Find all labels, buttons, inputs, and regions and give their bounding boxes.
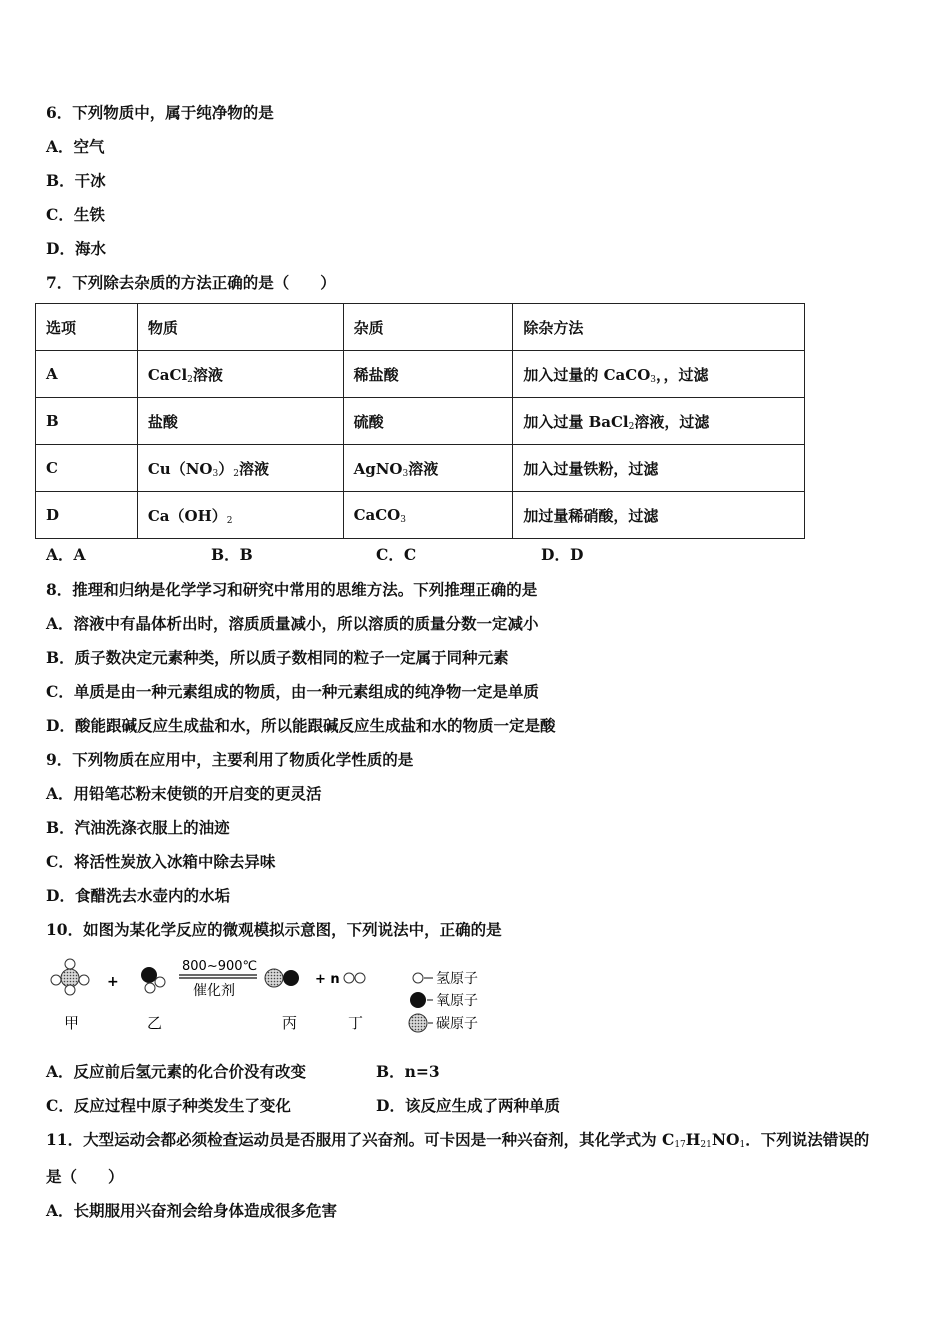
q8-option-c: C．单质是由一种元素组成的物质，由一种元素组成的纯净物一定是单质 <box>46 682 539 701</box>
q6-stem: 6．下列物质中，属于纯净物的是 <box>46 103 274 122</box>
table-row <box>36 398 805 445</box>
q9-stem: 9．下列物质在应用中，主要利用了物质化学性质的是 <box>46 750 414 769</box>
legend-hydrogen: 氢原子 <box>436 971 478 987</box>
q10-option-a: A．反应前后氢元素的化合价没有改变 <box>46 1062 307 1081</box>
q6-option-c: C．生铁 <box>46 205 105 224</box>
legend-hydrogen-icon <box>413 973 423 983</box>
cell-option: A <box>36 351 138 398</box>
label-ding: 丁 <box>348 1014 364 1032</box>
reaction-catalyst: 催化剂 <box>193 983 235 999</box>
cell-substance: 盐酸 <box>137 398 343 445</box>
q8-option-a: A．溶液中有晶体析出时，溶质质量减小，所以溶质的质量分数一定减小 <box>46 614 539 633</box>
q9-option-d: D．食醋洗去水壶内的水垢 <box>46 886 230 905</box>
q7-answer-a: A．A <box>46 545 86 564</box>
cell-option: B <box>36 398 138 445</box>
legend-carbon-icon <box>409 1014 427 1032</box>
table-row <box>36 351 805 398</box>
q7-table <box>35 303 805 539</box>
q6-option-a: A．空气 <box>46 137 105 156</box>
cell-method: 加入过量铁粉，过滤 <box>513 445 805 492</box>
q6-option-d: D．海水 <box>46 239 106 258</box>
legend-oxygen-icon <box>410 992 426 1008</box>
header-cell: 除杂方法 <box>513 304 805 351</box>
q7-stem: 7．下列除去杂质的方法正确的是（ ） <box>46 273 336 292</box>
q9-option-b: B．汽油洗涤衣服上的油迹 <box>46 818 230 837</box>
q7-answer-options <box>46 545 746 565</box>
molecule-ding <box>344 973 365 983</box>
q6-option-b: B．干冰 <box>46 171 106 190</box>
table-header-row <box>36 304 805 351</box>
q7-answer-b: B．B <box>211 545 253 564</box>
reaction-diagram <box>42 950 512 1040</box>
cell-substance: $Cu(NO_3)_2$溶液 <box>137 445 343 492</box>
plus-n: + n <box>315 972 340 987</box>
q8-option-d: D．酸能跟碱反应生成盐和水，所以能跟碱反应生成盐和水的物质一定是酸 <box>46 716 556 735</box>
cell-impurity: CaCO$_3$ <box>343 492 513 539</box>
q11-stem-line-2: 是（ ） <box>46 1167 124 1186</box>
q8-option-b: B．质子数决定元素种类，所以质子数相同的粒子一定属于同种元素 <box>46 648 509 667</box>
reaction-temperature: 800~900℃ <box>182 959 258 974</box>
header-cell: 选项 <box>36 304 138 351</box>
table-row <box>36 445 805 492</box>
header-cell: 杂质 <box>343 304 513 351</box>
legend <box>409 971 478 1032</box>
q9-option-c: C．将活性炭放入冰箱中除去异味 <box>46 852 276 871</box>
cell-option: D <box>36 492 138 539</box>
plus-sign: + <box>107 974 119 990</box>
legend-carbon: 碳原子 <box>436 1016 478 1032</box>
molecule-bing <box>265 969 299 987</box>
cell-impurity: AgNO$_3$溶液 <box>343 445 513 492</box>
q10-option-c: C．反应过程中原子种类发生了变化 <box>46 1096 291 1115</box>
table-row <box>36 492 805 539</box>
header-cell: 物质 <box>137 304 343 351</box>
label-jia: 甲 <box>64 1014 80 1032</box>
q10-option-b: B．n=3 <box>376 1062 440 1081</box>
q10-options-row-2 <box>46 1096 746 1116</box>
label-bing: 丙 <box>282 1014 298 1032</box>
molecule-jia <box>51 959 89 995</box>
cell-method: 加入过量的 CaCO$_3$，，过滤 <box>513 351 805 398</box>
cell-substance: $Ca(OH)_2$ <box>137 492 343 539</box>
cell-option: C <box>36 445 138 492</box>
q8-stem: 8．推理和归纳是化学学习和研究中常用的思维方法。下列推理正确的是 <box>46 580 538 599</box>
q7-answer-c: C．C <box>376 545 417 564</box>
cell-substance: CaCl$_2$溶液 <box>137 351 343 398</box>
cell-impurity: 硫酸 <box>343 398 513 445</box>
q9-option-a: A．用铅笔芯粉末使锁的开启变的更灵活 <box>46 784 322 803</box>
legend-oxygen: 氧原子 <box>436 993 478 1009</box>
molecule-yi <box>141 967 165 993</box>
label-yi: 乙 <box>147 1014 163 1032</box>
q7-answer-d: D．D <box>541 545 584 564</box>
q10-options-row-1 <box>46 1062 746 1082</box>
cell-method: 加入过量 BaCl$_2$溶液，过滤 <box>513 398 805 445</box>
cell-impurity: 稀盐酸 <box>343 351 513 398</box>
q10-stem: 10．如图为某化学反应的微观模拟示意图，下列说法中，正确的是 <box>46 920 502 939</box>
q11-stem: 11．大型运动会都必须检查运动员是否服用了兴奋剂。可卡因是一种兴奋剂，其化学式为 $C_{17}H_{21}NO_1$．下列说法错误的 <box>46 1130 870 1150</box>
q11-option-a: A．长期服用兴奋剂会给身体造成很多危害 <box>46 1201 338 1220</box>
q10-option-d: D．该反应生成了两种单质 <box>376 1096 560 1115</box>
cell-method: 加过量稀硝酸，过滤 <box>513 492 805 539</box>
